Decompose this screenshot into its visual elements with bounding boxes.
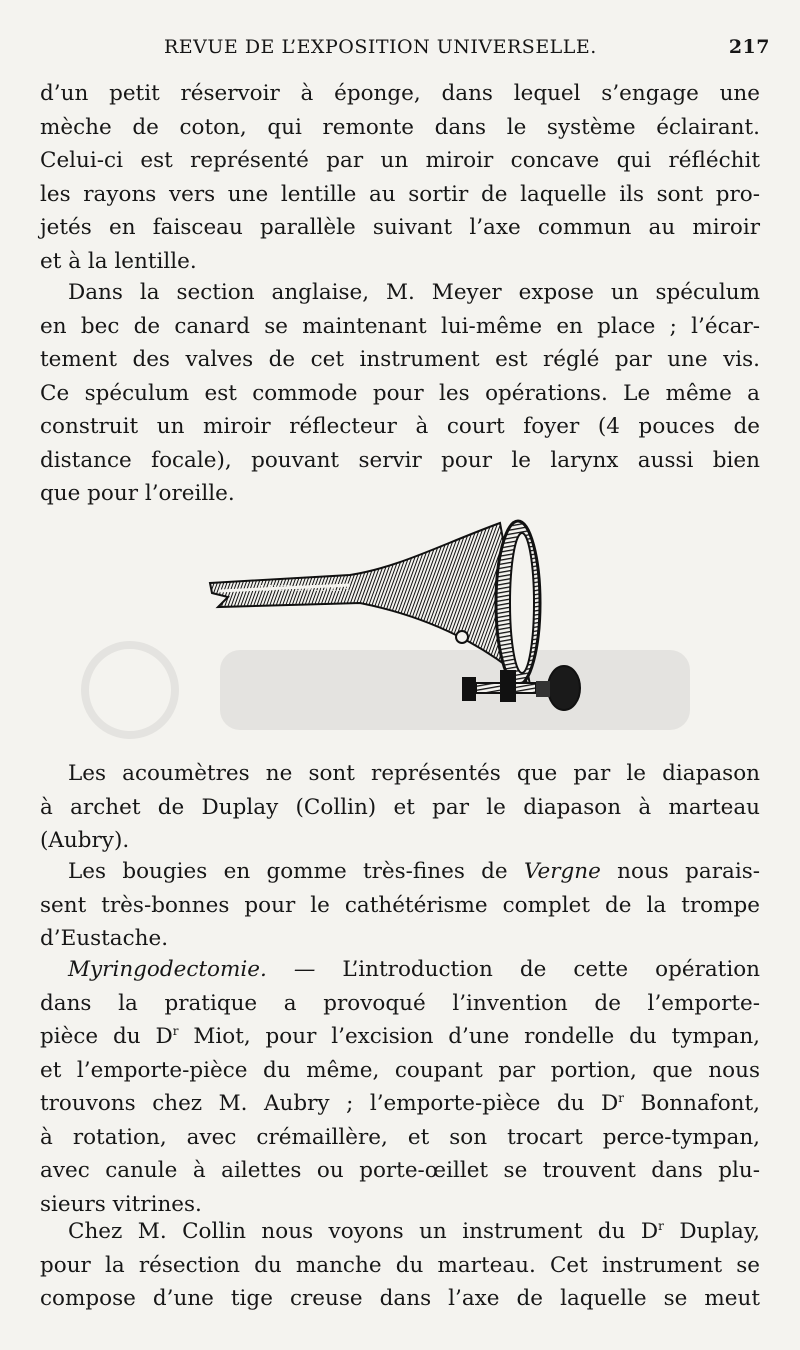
text-line: trouvons chez M. Aubry ; l’emporte-pièce du $D^r$ Bonnafont, bbox=[40, 1091, 761, 1116]
text-line: jetés en faisceau parallèle suivant l’axe commun au miroir bbox=[40, 215, 760, 240]
text-line: tement des valves de cet instrument est réglé par une vis. bbox=[40, 347, 760, 372]
text-line: d’Eustache. bbox=[40, 926, 169, 951]
page-number: 217 bbox=[728, 36, 770, 58]
engraving-maker-mark: MAYER & MELTZER bbox=[260, 584, 350, 593]
text-line: Chez M. Collin nous voyons un instrument du $D^r$ Duplay, bbox=[68, 1219, 760, 1244]
text-line: sieurs vitrines. bbox=[40, 1191, 202, 1217]
text-line: à archet de Duplay (Collin) et par le diapason à marteau bbox=[40, 794, 760, 820]
text-line: d’un petit réservoir à éponge, dans lequel s’engage une bbox=[40, 81, 760, 106]
section-heading-myringodectomie: Myringodectomie. — bbox=[68, 957, 316, 982]
text-line: (Aubry). bbox=[40, 828, 130, 853]
paragraph-meyer-speculum bbox=[40, 276, 760, 511]
running-title: REVUE DE L’EXPOSITION UNIVERSELLE. bbox=[164, 36, 597, 58]
text-line: Celui-ci est représenté par un miroir concave qui réfléchit bbox=[40, 148, 760, 173]
text-line: Les bougies en gomme très-fines de Vergne nous parais- bbox=[68, 859, 760, 884]
text-line: mèche de coton, qui remonte dans le système éclairant. bbox=[40, 114, 760, 140]
text-line: que pour l’oreille. bbox=[40, 481, 235, 506]
text-line: avec canule à ailettes ou porte-œillet se trouvent dans plu- bbox=[40, 1158, 760, 1183]
paragraph-myringodectomie bbox=[40, 953, 760, 1221]
paragraph-collin-duplay bbox=[40, 1215, 760, 1316]
text-line: dans la pratique a provoqué l’invention de l’emporte- bbox=[40, 990, 760, 1016]
emphasis-vergne: Vergne bbox=[523, 859, 601, 884]
text-line: pour la résection du manche du marteau. Cet instrument se bbox=[40, 1252, 760, 1278]
page-header bbox=[40, 30, 770, 60]
paragraph-lamp-description bbox=[40, 77, 760, 278]
text-line: compose d’une tige creuse dans l’axe de laquelle se meut bbox=[40, 1286, 760, 1311]
text-line: sent très-bonnes pour le cathétérisme complet de la trompe bbox=[40, 892, 760, 918]
text-line: pièce du $D^r$ Miot, pour l’excision d’une rondelle du tympan, bbox=[40, 1024, 761, 1049]
text-line: Les acoumètres ne sont représentés que par le diapason bbox=[68, 761, 760, 786]
text-line: distance focale), pouvant servir pour le larynx aussi bien bbox=[40, 447, 760, 473]
text-line: Ce spéculum est commode pour les opérations. Le même a bbox=[40, 380, 760, 406]
text-line: Dans la section anglaise, M. Meyer expose un spéculum bbox=[68, 280, 760, 305]
text-line: Myringodectomie. — L’introduction de cette opération bbox=[68, 957, 760, 982]
speculum-engraving bbox=[200, 515, 600, 745]
paragraph-acoumetres bbox=[40, 757, 760, 858]
text-line: et à la lentille. bbox=[40, 248, 197, 274]
text-line: et l’emporte-pièce du même, coupant par portion, que nous bbox=[40, 1057, 760, 1083]
text-line: les rayons vers une lentille au sortir de laquelle ils sont pro- bbox=[40, 181, 760, 207]
paragraph-bougies bbox=[40, 855, 760, 956]
text-line: construit un miroir réflecteur à court foyer (4 pouces de bbox=[40, 414, 760, 439]
text-line: en bec de canard se maintenant lui-même en place ; l’écar- bbox=[40, 313, 760, 339]
text-line: à rotation, avec crémaillère, et son trocart perce-tympan, bbox=[40, 1124, 760, 1150]
